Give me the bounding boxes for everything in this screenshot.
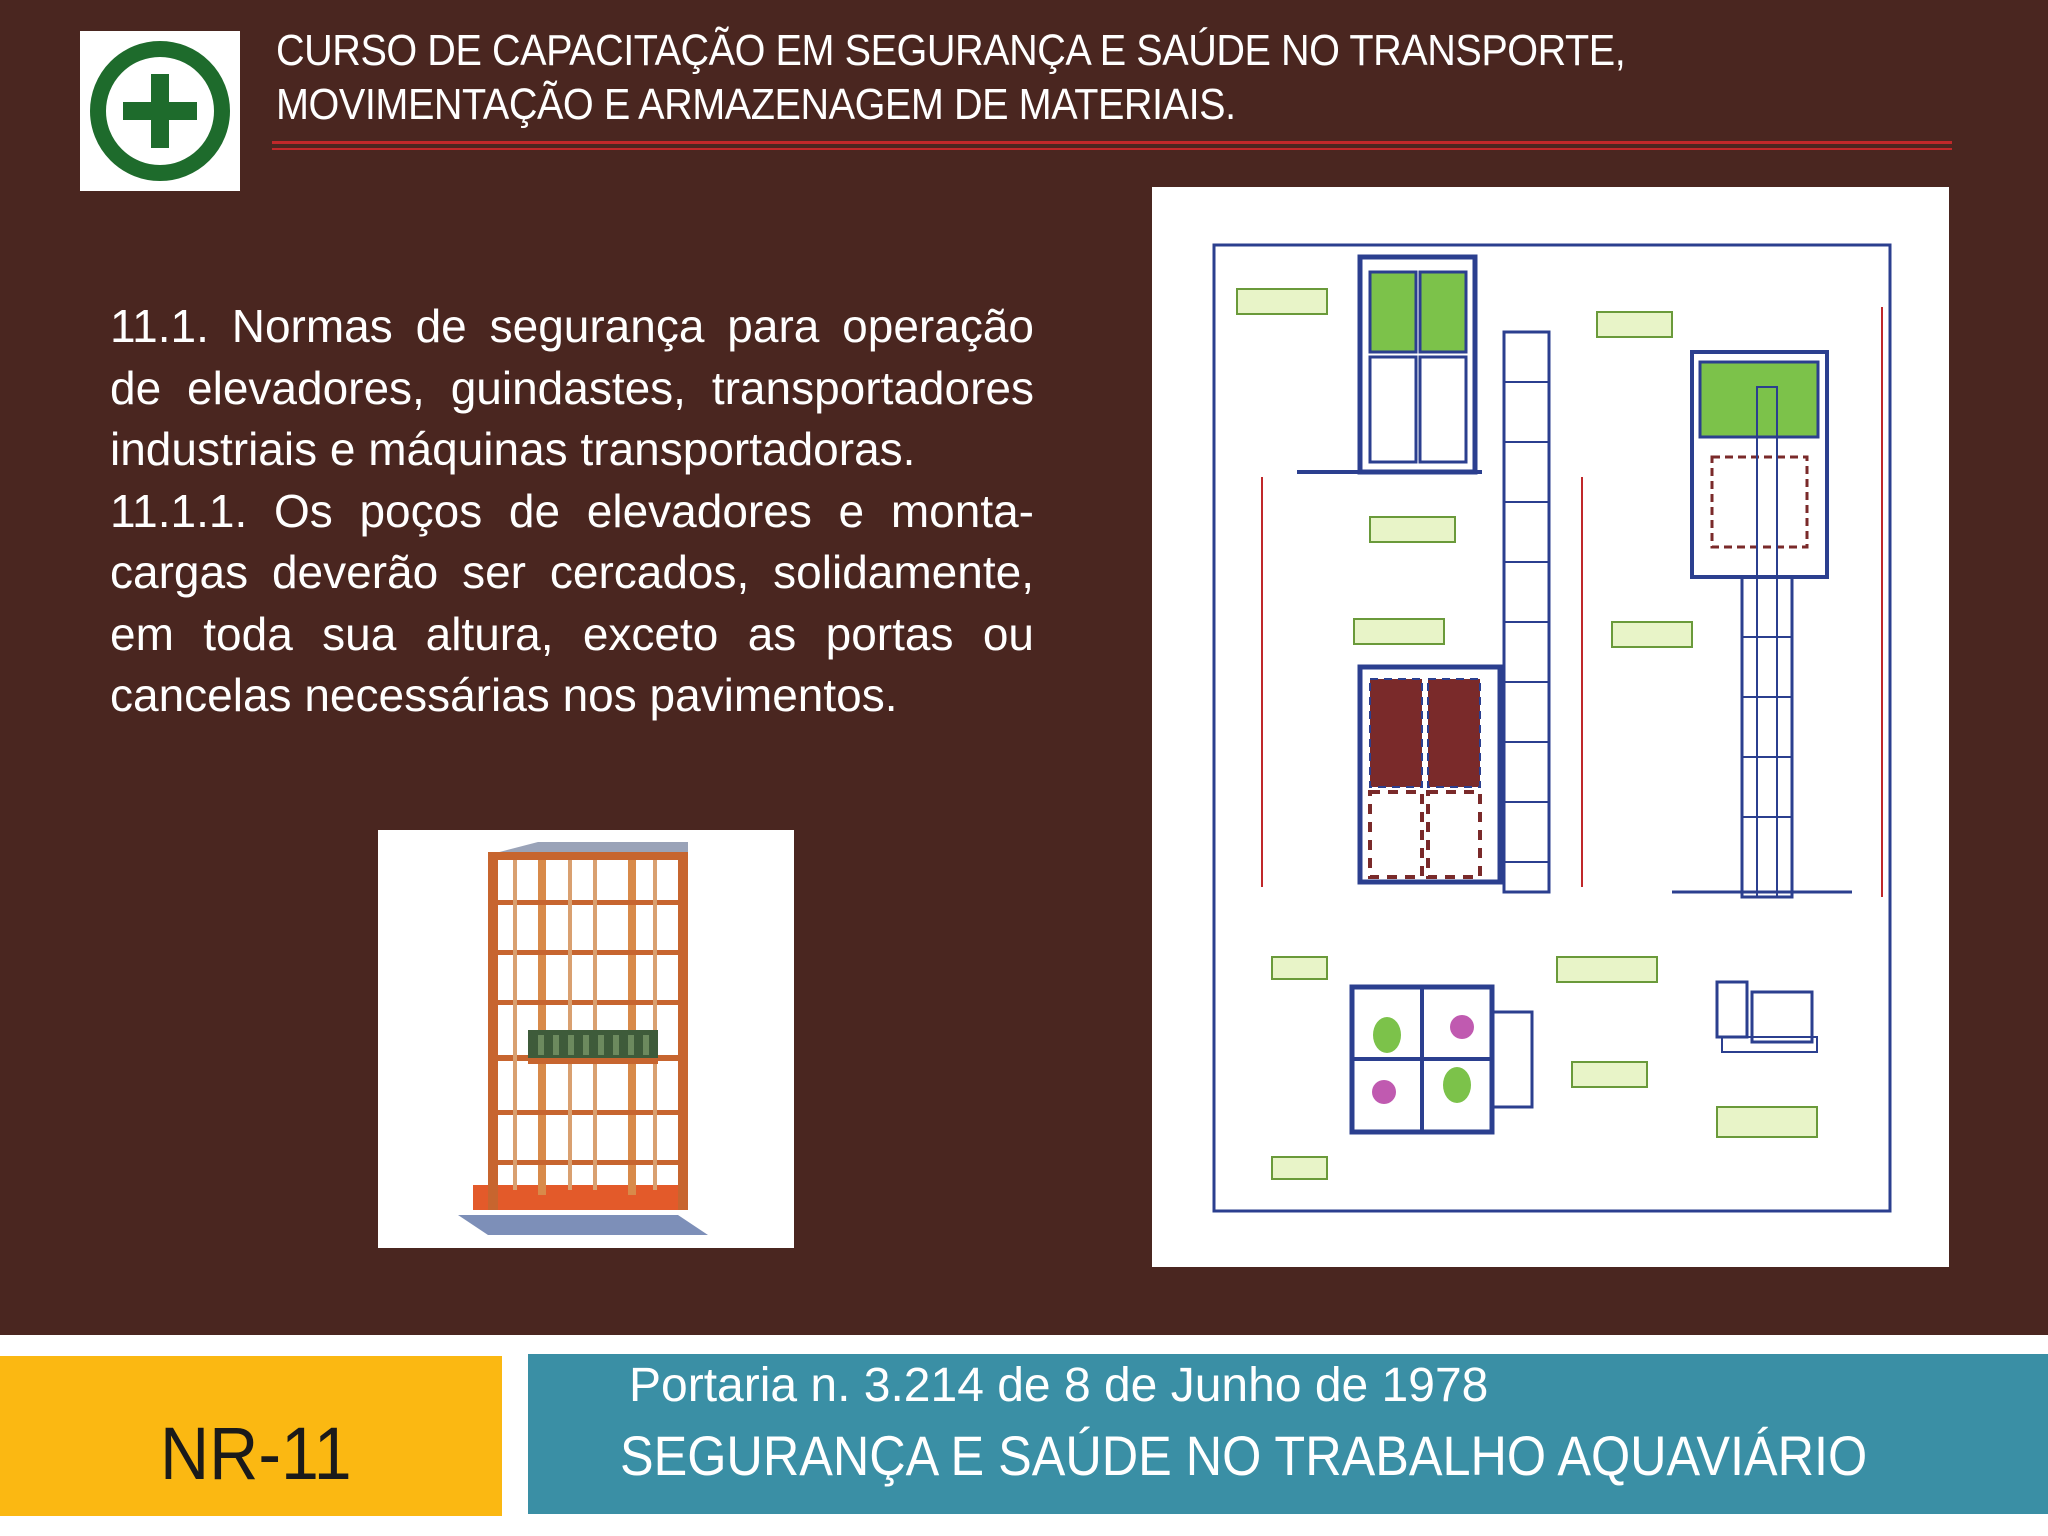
footer-title: SEGURANÇA E SAÚDE NO TRABALHO AQUAVIÁRIO: [620, 1424, 1868, 1487]
green-plus-circle-icon: [85, 36, 235, 186]
nr-label: NR-11: [160, 1412, 352, 1495]
elevator-technical-drawing: [1152, 187, 1949, 1267]
paragraph-normas: 11.1. Normas de segurança para operação de elevadores, guindastes, transportadores industriais e máquinas transportadoras.: [110, 300, 1034, 475]
header-title: CURSO DE CAPACITAÇÃO EM SEGURANÇA E SAÚDE NO TRANSPORTE, MOVIMENTAÇÃO E ARMAZENAGEM DE MATERIAIS.: [276, 26, 1626, 129]
elevator-photo: [378, 830, 794, 1248]
portaria-text: Portaria n. 3.214 de 8 de Junho de 1978: [629, 1359, 1489, 1412]
header-divider: [272, 141, 1952, 144]
paragraph-pocos: 11.1.1. Os poços de elevadores e monta-cargas deverão ser cercados, solidamente, em toda sua altura, exceto as portas ou cancelas necessárias nos pavimentos.: [110, 484, 1034, 721]
body-text: [110, 296, 1034, 727]
header-divider-secondary: [272, 148, 1952, 150]
logo: [80, 31, 240, 191]
